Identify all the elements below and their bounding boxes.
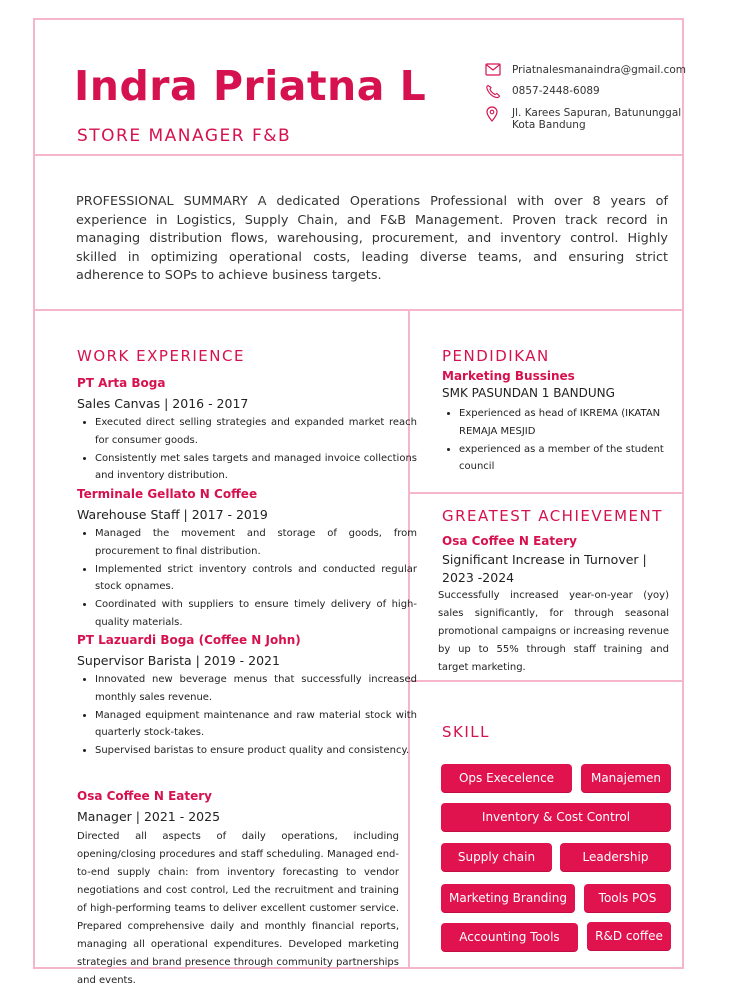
divider [408,309,410,969]
job-company: PT Arta Boga [77,376,166,390]
job-description: Directed all aspects of daily operations, including opening/closing procedures and staff scheduling. Managed end-to-end supply chain: from inventory forecasting to vendor negotiations and cost control, Led the recruitment and training of high-performing teams to deliver excellent customer service. Prepared comprehensive daily and monthly financial reports, managing all operational expenditures. Developed marketing strategies and brand presence through community partnerships and events. [77,831,399,986]
skill-title: SKILL [442,723,490,741]
job-company: Osa Coffee N Eatery [77,789,212,803]
job-position: Manager | 2021 - 2025 [77,809,221,824]
skill-tag: Accounting Tools [441,923,578,951]
list-item: • Coordinated with suppliers to ensure timely delivery of high-quality materials. [95,596,417,632]
divider [33,154,684,156]
skill-tag: R&D coffee [587,922,671,950]
skill-tag: Leadership [560,843,671,871]
education-school: SMK PASUNDAN 1 BANDUNG [442,386,615,400]
divider [408,680,684,682]
mail-icon [485,63,501,76]
list-item: • experienced as a member of the student council [459,441,684,477]
list-item: • Consistently met sales targets and managed invoice collections and inventory distribution. [95,450,417,486]
candidate-name: Indra Priatna L [74,62,427,110]
skill-tag: Tools POS [584,884,671,912]
list-item: • Executed direct selling strategies and expanded market reach for consumer goods. [95,414,417,450]
achievement-title: GREATEST ACHIEVEMENT [442,507,663,525]
job-company: Terminale Gellato N Coffee [77,487,258,501]
list-item: • Managed the movement and storage of goods, from procurement to final distribution. [95,525,417,561]
skill-tag: Marketing Branding [441,884,575,912]
address-line-1: Jl. Karees Sapuran, Batununggal [512,107,682,119]
job-position: Warehouse Staff | 2017 - 2019 [77,507,268,522]
divider [408,492,684,494]
professional-summary: PROFESSIONAL SUMMARY A dedicated Operations Professional with over 8 years of experience in Logistics, Supply Chain, and F&B Management. Proven track record in managing distribution flows, warehousing, procurement, and inventory control. Highly skilled in optimizing operational costs, leading diverse teams, and ensuring strict adherence to SOPs to achieve business targets. [76,194,668,283]
job-position: Sales Canvas | 2016 - 2017 [77,396,249,411]
candidate-role: STORE MANAGER F&B [77,126,292,146]
education-title: PENDIDIKAN [442,347,550,365]
list-item: • Experienced as head of IKREMA (IKATAN REMAJA MESJID [459,405,684,441]
address-line-2: Kota Bandung [512,119,586,131]
skill-tag: Ops Execelence [441,764,572,792]
skill-tag: Manajemen [581,764,671,792]
achievement-headline: Significant Increase in Turnover | 2023 -2024 [442,552,647,585]
phone-text: 0857-2448-6089 [512,85,600,97]
email-text: Priatnalesmanaindra@gmail.com [512,64,687,76]
skill-tag: Supply chain [441,843,552,871]
job-bullets [77,525,417,632]
location-pin-icon [485,106,499,122]
education-bullets [441,405,684,476]
job-bullets [77,414,417,485]
job-bullets [77,671,417,760]
list-item: • Implemented strict inventory controls and conducted regular stock opnames. [95,561,417,597]
skill-tag: Inventory & Cost Control [441,803,671,831]
achievement-company: Osa Coffee N Eatery [442,534,577,548]
list-item: • Supervised baristas to ensure product quality and consistency. [95,742,417,760]
achievement-description: Successfully increased year-on-year (yoy) sales significantly, for through seasonal promotional campaigns or increasing revenue by up to 55% through staff training and target marketing. [438,590,669,673]
list-item: • Managed equipment maintenance and raw material stock with quarterly stock-takes. [95,707,417,743]
job-position: Supervisor Barista | 2019 - 2021 [77,653,280,668]
divider [33,309,684,311]
work-experience-title: WORK EXPERIENCE [77,347,245,365]
phone-icon [485,84,501,99]
list-item: • Innovated new beverage menus that successfully increased monthly sales revenue. [95,671,417,707]
education-major: Marketing Bussines [442,369,575,383]
job-company: PT Lazuardi Boga (Coffee N John) [77,633,301,647]
